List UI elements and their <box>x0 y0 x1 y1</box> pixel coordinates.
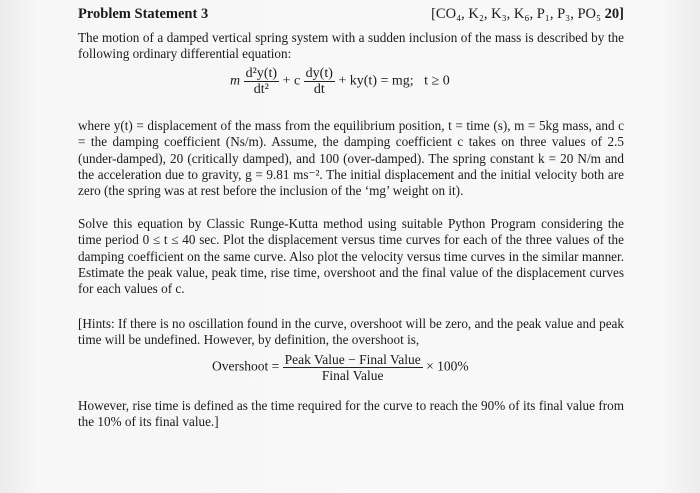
eq-second-derivative <box>244 66 279 97</box>
eq-num2: dy(t) <box>305 66 333 81</box>
overshoot-equation <box>212 352 469 383</box>
tags-text: [CO₄, K₂, K₃, K₆, P₁, P₃, PO₅ <box>431 6 605 22</box>
course-tags <box>431 6 624 23</box>
eq-m: m <box>230 73 241 89</box>
eq-first-derivative <box>304 66 335 97</box>
intro-paragraph: The motion of a damped vertical spring system with a sudden inclusion of the mass is described by the following ordinary differential equation: <box>78 30 624 62</box>
overshoot-denominator: Final Value <box>321 368 384 383</box>
eq-den1: dt² <box>253 82 269 97</box>
eq-den2: dt <box>313 82 325 97</box>
hints-paragraph: [Hints: If there is no oscillation found in the curve, overshoot will be zero, and the peak value and peak time will be undefined. However, by definition, the overshoot is, <box>78 316 624 348</box>
task-paragraph: Solve this equation by Classic Runge-Kutta method using suitable Python Program considering the time period 0 ≤ t ≤ 40 sec. Plot the displacement versus time curves for each of the three values of the damping coefficient on the same curve. Also plot the velocity versus time curves in the similar manner. Estimate the peak value, peak time, rise time, overshoot and the final value of the displacement curves for each values of c. <box>78 216 624 297</box>
differential-equation <box>230 66 450 110</box>
overshoot-numerator: Peak Value − Final Value <box>284 352 421 367</box>
overshoot-label: Overshoot = <box>212 358 280 374</box>
problem-title: Problem Statement 3 <box>78 6 209 22</box>
overshoot-fraction <box>283 352 423 383</box>
marks: 20] <box>604 6 624 22</box>
eq-num1: d²y(t) <box>245 66 278 81</box>
definitions-paragraph: where y(t) = displacement of the mass from the equilibrium position, t = time (s), m = 5kg mass, and c = the damping coefficient (Ns/m). Assume, the damping coefficient c takes on three values of 2.5 (under-damped), 20 (critically damped), and 100 (over-damped). The spring constant k = 20 N/m and the acceleration due to gravity, g = 9.81 ms⁻². The initial displacement and the initial velocity both are zero (the spring was at rest before the inclusion of the ‘mg’ weight on it). <box>78 118 624 199</box>
eq-plus-c: + c <box>282 73 301 89</box>
eq-rest: + ky(t) = mg; <box>338 73 414 89</box>
overshoot-times: × 100% <box>426 358 469 374</box>
header <box>78 6 624 26</box>
rise-time-paragraph: However, rise time is defined as the time required for the curve to reach the 90% of its final value from the 10% of its final value.] <box>78 398 624 430</box>
eq-condition: t ≥ 0 <box>424 73 450 89</box>
